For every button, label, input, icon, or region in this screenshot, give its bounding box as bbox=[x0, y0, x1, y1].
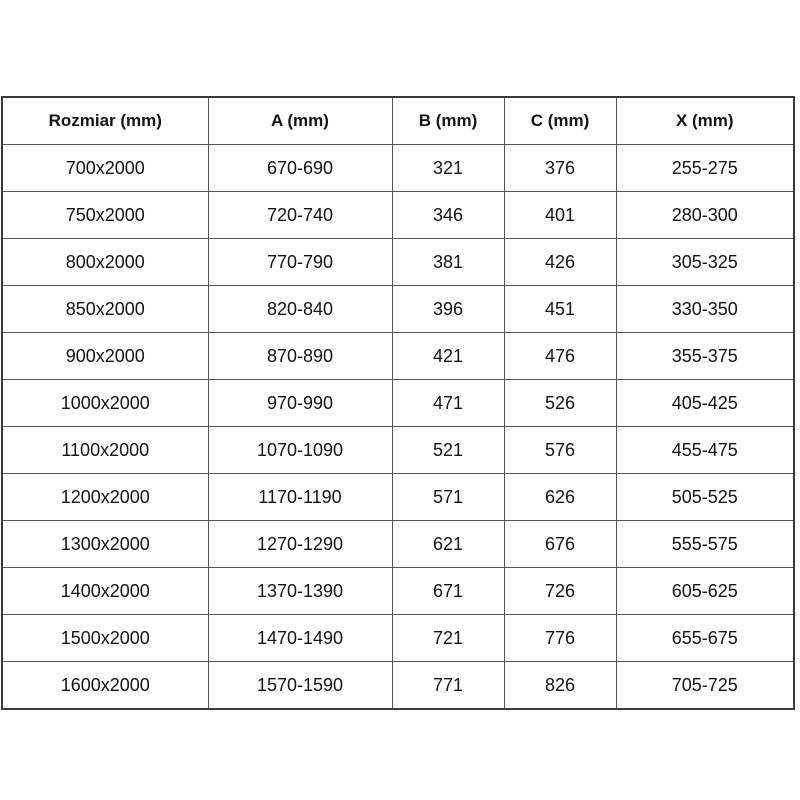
table-row bbox=[2, 286, 794, 333]
table-cell: 655-675 bbox=[616, 615, 794, 662]
size-spec-table bbox=[1, 96, 795, 710]
table-cell: 671 bbox=[392, 568, 504, 615]
table-cell: 1600x2000 bbox=[2, 662, 208, 710]
table-cell: 770-790 bbox=[208, 239, 392, 286]
table-cell: 346 bbox=[392, 192, 504, 239]
table-cell: 1200x2000 bbox=[2, 474, 208, 521]
table-cell: 280-300 bbox=[616, 192, 794, 239]
table-cell: 396 bbox=[392, 286, 504, 333]
table-row bbox=[2, 192, 794, 239]
table-cell: 726 bbox=[504, 568, 616, 615]
table-cell: 1100x2000 bbox=[2, 427, 208, 474]
table-cell: 826 bbox=[504, 662, 616, 710]
table-cell: 870-890 bbox=[208, 333, 392, 380]
table-cell: 421 bbox=[392, 333, 504, 380]
table-cell: 1570-1590 bbox=[208, 662, 392, 710]
column-header-c: C (mm) bbox=[504, 97, 616, 145]
table-cell: 1400x2000 bbox=[2, 568, 208, 615]
table-cell: 605-625 bbox=[616, 568, 794, 615]
table-cell: 526 bbox=[504, 380, 616, 427]
table-cell: 621 bbox=[392, 521, 504, 568]
table-cell: 401 bbox=[504, 192, 616, 239]
table-header-row bbox=[2, 97, 794, 145]
table-cell: 505-525 bbox=[616, 474, 794, 521]
table-cell: 1000x2000 bbox=[2, 380, 208, 427]
table-cell: 720-740 bbox=[208, 192, 392, 239]
table-cell: 670-690 bbox=[208, 145, 392, 192]
table-cell: 376 bbox=[504, 145, 616, 192]
table-cell: 321 bbox=[392, 145, 504, 192]
column-header-x: X (mm) bbox=[616, 97, 794, 145]
table-cell: 355-375 bbox=[616, 333, 794, 380]
column-header-rozmiar: Rozmiar (mm) bbox=[2, 97, 208, 145]
table-cell: 426 bbox=[504, 239, 616, 286]
table-cell: 1270-1290 bbox=[208, 521, 392, 568]
table-cell: 571 bbox=[392, 474, 504, 521]
table-row bbox=[2, 521, 794, 568]
table-cell: 626 bbox=[504, 474, 616, 521]
table-cell: 576 bbox=[504, 427, 616, 474]
table-cell: 900x2000 bbox=[2, 333, 208, 380]
table-cell: 750x2000 bbox=[2, 192, 208, 239]
table-cell: 970-990 bbox=[208, 380, 392, 427]
table-cell: 700x2000 bbox=[2, 145, 208, 192]
table-cell: 555-575 bbox=[616, 521, 794, 568]
table-row bbox=[2, 474, 794, 521]
table-cell: 1300x2000 bbox=[2, 521, 208, 568]
table-cell: 705-725 bbox=[616, 662, 794, 710]
table-cell: 305-325 bbox=[616, 239, 794, 286]
table-cell: 521 bbox=[392, 427, 504, 474]
table-cell: 255-275 bbox=[616, 145, 794, 192]
table-cell: 1170-1190 bbox=[208, 474, 392, 521]
table-cell: 800x2000 bbox=[2, 239, 208, 286]
table-body bbox=[2, 145, 794, 710]
table-cell: 676 bbox=[504, 521, 616, 568]
table-row bbox=[2, 239, 794, 286]
table-cell: 405-425 bbox=[616, 380, 794, 427]
table-cell: 471 bbox=[392, 380, 504, 427]
table-cell: 850x2000 bbox=[2, 286, 208, 333]
column-header-b: B (mm) bbox=[392, 97, 504, 145]
table-cell: 381 bbox=[392, 239, 504, 286]
table-cell: 820-840 bbox=[208, 286, 392, 333]
table-row bbox=[2, 145, 794, 192]
table-cell: 1470-1490 bbox=[208, 615, 392, 662]
table-cell: 1500x2000 bbox=[2, 615, 208, 662]
table-row bbox=[2, 380, 794, 427]
table-cell: 451 bbox=[504, 286, 616, 333]
size-spec-table-container bbox=[1, 96, 795, 710]
column-header-a: A (mm) bbox=[208, 97, 392, 145]
table-cell: 476 bbox=[504, 333, 616, 380]
table-row bbox=[2, 427, 794, 474]
table-cell: 1070-1090 bbox=[208, 427, 392, 474]
table-cell: 776 bbox=[504, 615, 616, 662]
table-row bbox=[2, 615, 794, 662]
table-cell: 455-475 bbox=[616, 427, 794, 474]
table-row bbox=[2, 333, 794, 380]
table-cell: 330-350 bbox=[616, 286, 794, 333]
table-row bbox=[2, 568, 794, 615]
table-cell: 721 bbox=[392, 615, 504, 662]
table-row bbox=[2, 662, 794, 710]
table-cell: 771 bbox=[392, 662, 504, 710]
table-cell: 1370-1390 bbox=[208, 568, 392, 615]
